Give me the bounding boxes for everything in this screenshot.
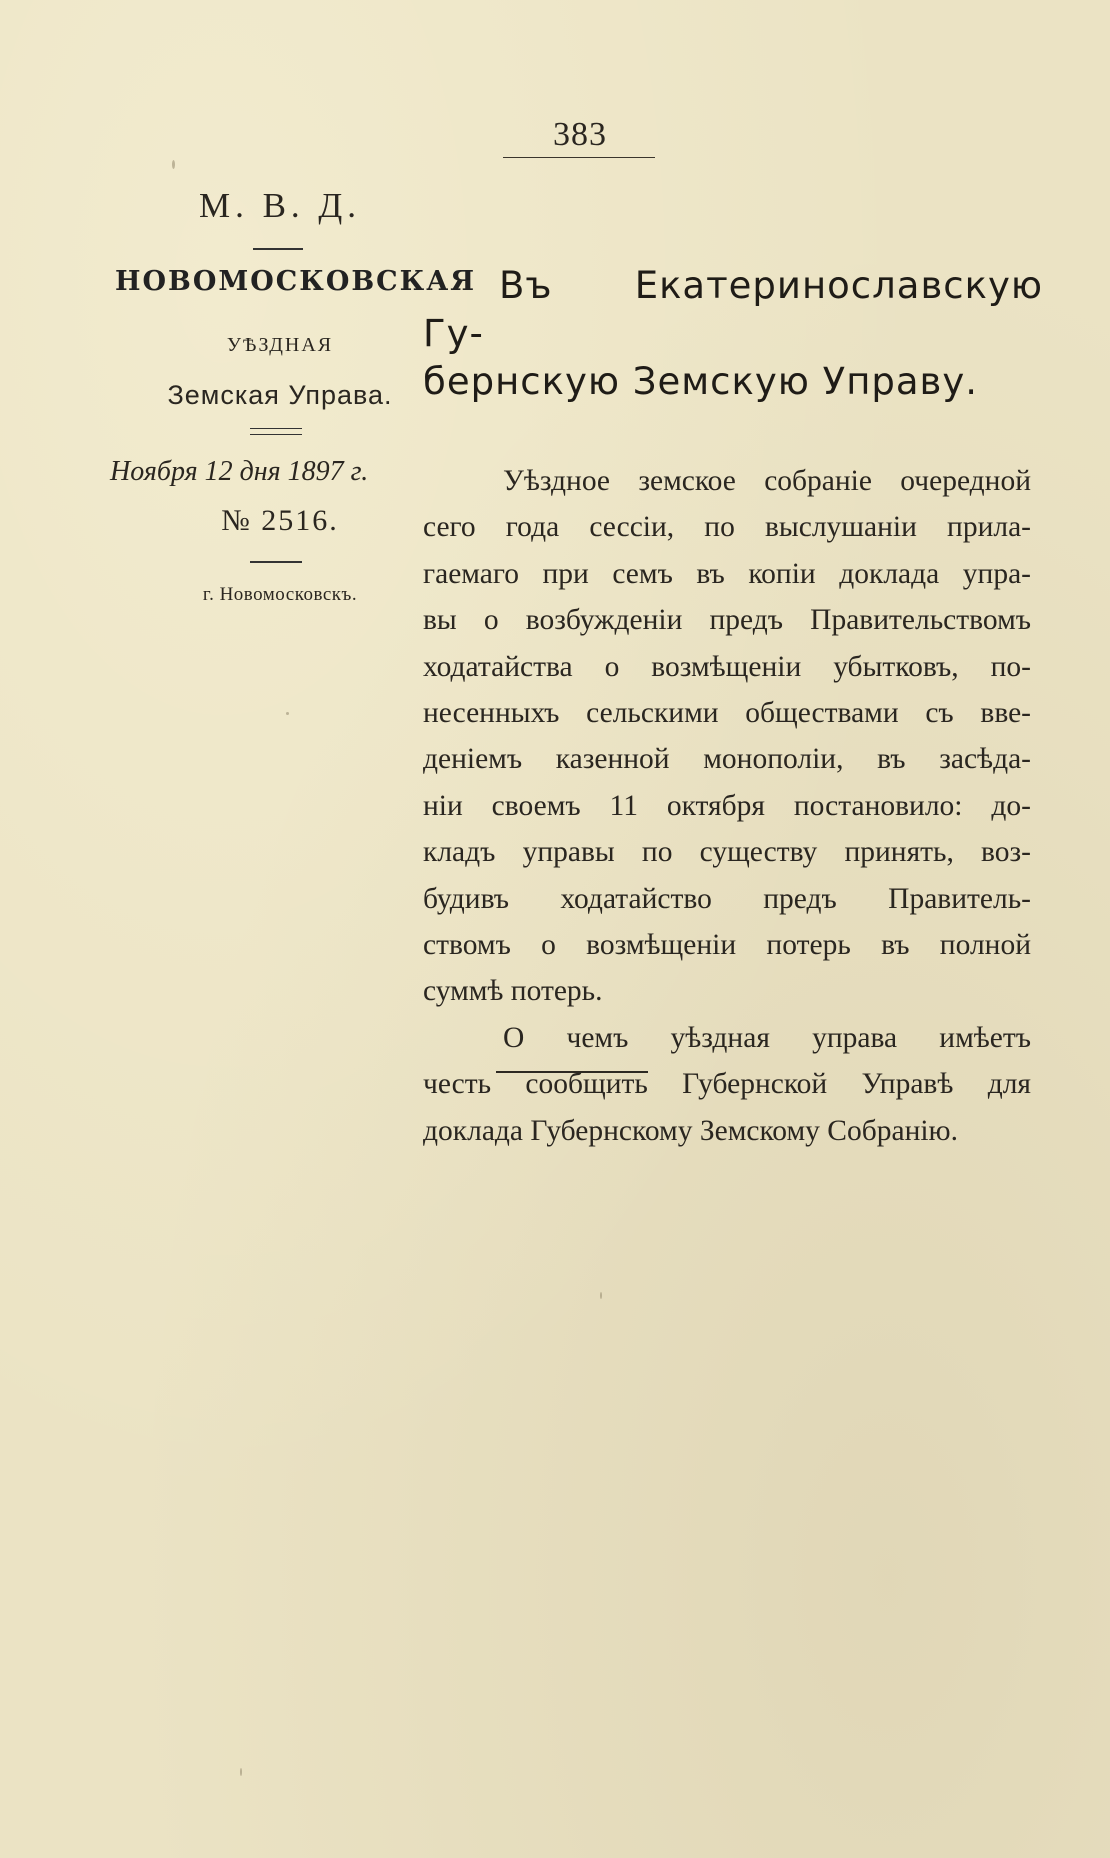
text-line: доклада Губернскому Земскому Собранію.: [423, 1114, 958, 1147]
ministry-abbreviation: М. В. Д.: [198, 186, 362, 225]
page-number: 383: [553, 116, 607, 153]
paragraph: [423, 458, 1031, 1015]
text-line: гаемаго при семъ въ копіи доклада упра-: [423, 557, 1031, 590]
letter-number: № 2516.: [221, 504, 339, 537]
text-line: ходатайства о возмѣщеніи убытковъ, по-: [423, 650, 1031, 683]
paper-speck: [286, 712, 289, 715]
council-name: Земская Управа.: [167, 380, 393, 410]
paragraph: [423, 1015, 1031, 1154]
paper-speck: [172, 160, 175, 169]
text-line: ніи своемъ 11 октября постановило: до-: [423, 789, 1031, 822]
text-line: ствомъ о возмѣщеніи потерь въ полной: [423, 929, 1031, 962]
letter-place: г. Новомосковскъ.: [202, 584, 358, 605]
text-line: будивъ ходатайство предъ Правитель-: [423, 882, 1031, 915]
text-line: Уѣздное земское собраніе очередной: [503, 465, 1031, 497]
text-line: честь сообщить Губернской Управѣ для: [423, 1068, 1031, 1101]
text-line: сего года сессіи, по выслушаніи прила-: [423, 511, 1031, 544]
addressee: [423, 262, 1043, 406]
text-line: кладъ управы по существу принять, воз-: [423, 836, 1031, 869]
text-line: суммѣ потерь.: [423, 975, 603, 1008]
addressee-line: бернскую Земскую Управу.: [423, 360, 979, 403]
paper-speck: [600, 1292, 602, 1299]
addressee-line: Въ Екатеринославскую Гу-: [423, 264, 1043, 355]
letter-date: Ноября 12 дня 1897 г.: [110, 456, 369, 487]
closing-rule: [496, 1071, 648, 1073]
letter-body: [423, 458, 1031, 1154]
text-line: О чемъ уѣздная управа имѣетъ: [503, 1021, 1031, 1054]
text-line: несенныхъ сельскими обществами съ вве-: [423, 697, 1031, 730]
separator-dash: [253, 248, 303, 250]
double-separator: [250, 428, 302, 435]
paper-speck: [240, 1768, 242, 1776]
text-line: вы о возбужденіи предъ Правительствомъ: [423, 604, 1031, 637]
district-type: УѢЗДНАЯ: [226, 334, 334, 356]
header-rule: [503, 157, 655, 158]
separator-dash: [250, 561, 302, 563]
district-name: НОВОМОСКОВСКАЯ: [115, 266, 477, 297]
text-line: деніемъ казенной монополіи, въ засѣда-: [423, 743, 1031, 776]
